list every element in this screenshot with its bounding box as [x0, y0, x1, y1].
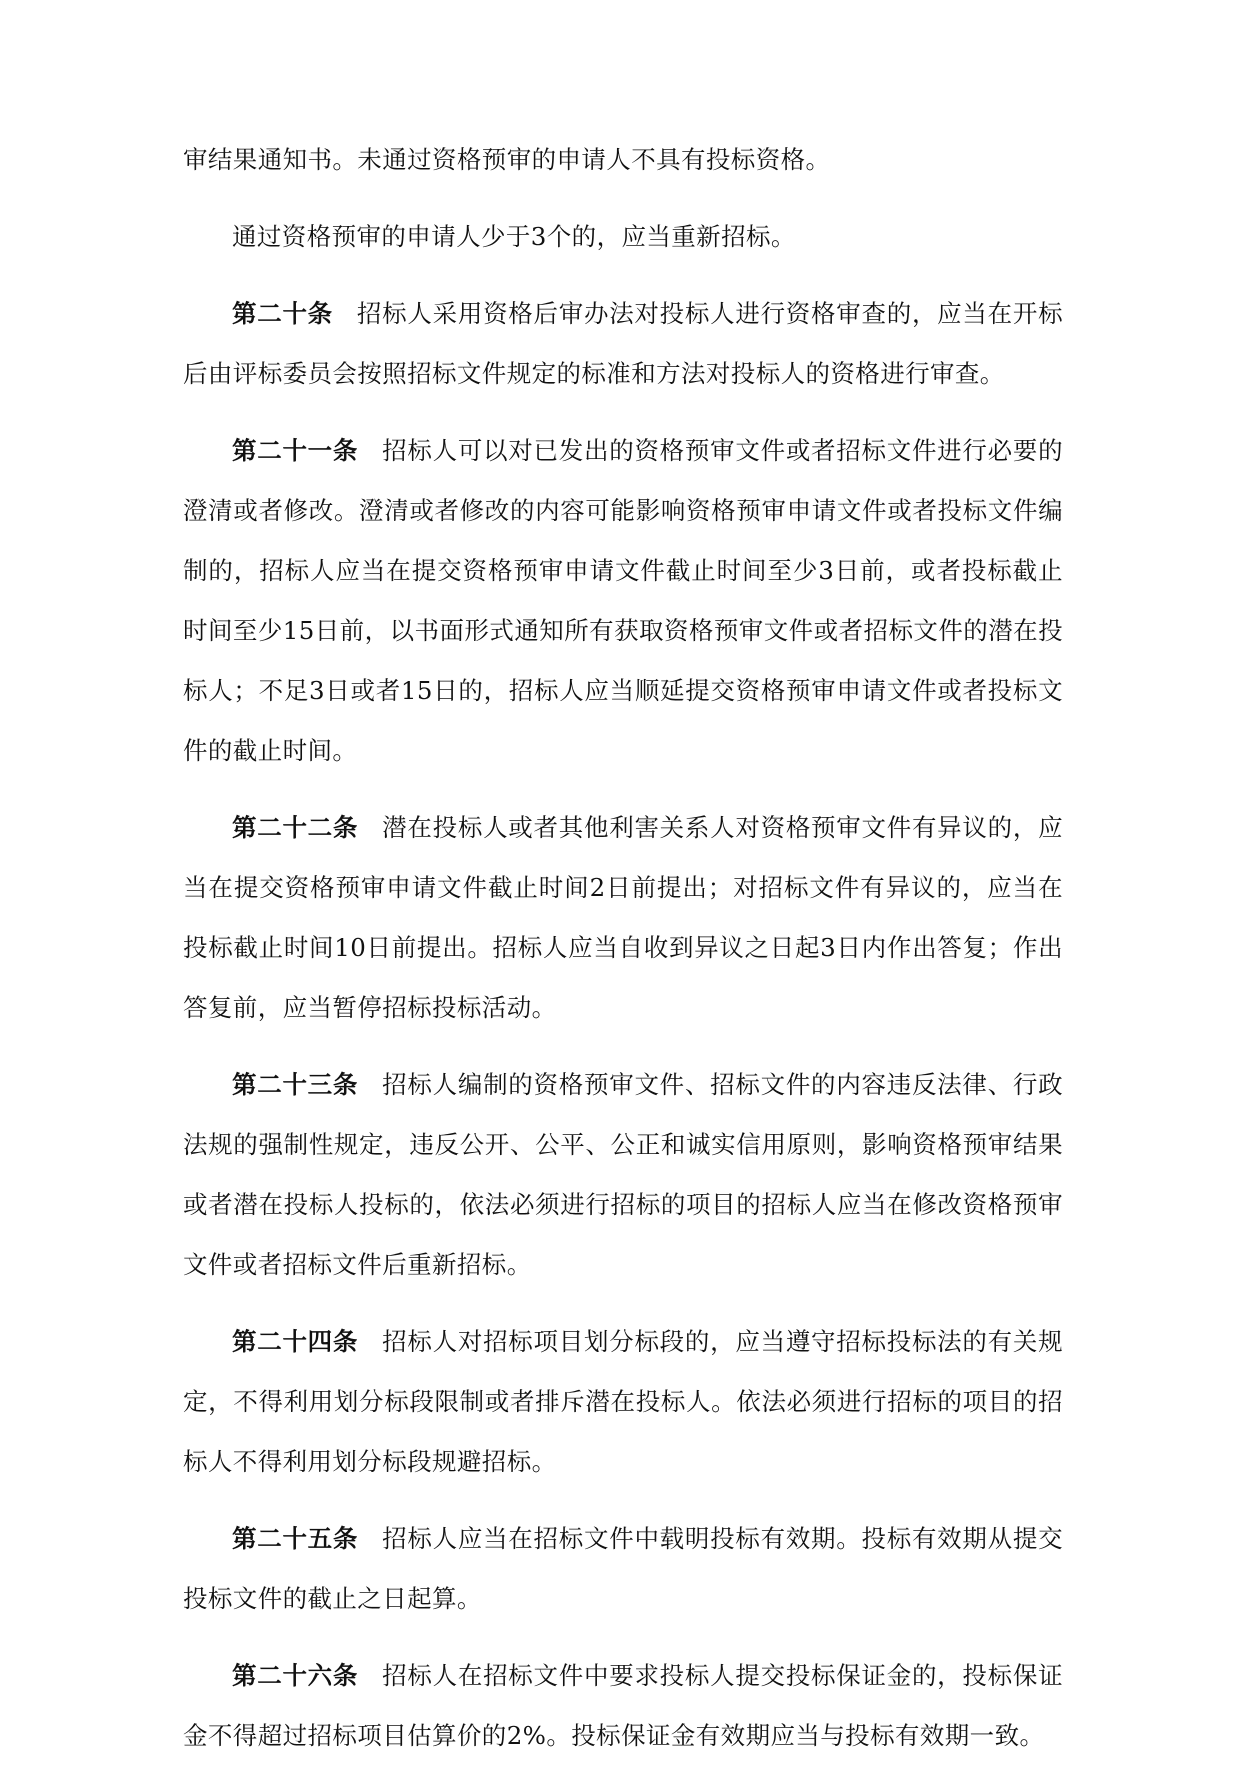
article-text: 招标人编制的资格预审文件、招标文件的内容违反法律、行政法规的强制性规定，违反公开、公平、公正和诚实信用原则，影响资格预审结果或者潜在投标人投标的，依法必须进行招标的项目的招标人应当在修改资格预审文件或者招标文件后重新招标。 [183, 1070, 1063, 1279]
article-label: 第二十四条 [232, 1327, 359, 1356]
article-22 [183, 798, 1063, 1038]
document-page [183, 130, 1063, 1783]
paragraph-text: 审结果通知书。未通过资格预审的申请人不具有投标资格。 [183, 145, 831, 174]
article-text: 潜在投标人或者其他利害关系人对资格预审文件有异议的，应当在提交资格预审申请文件截止时间2日前提出；对招标文件有异议的，应当在投标截止时间10日前提出。招标人应当自收到异议之日起3日内作出答复；作出答复前，应当暂停招标投标活动。 [183, 813, 1063, 1022]
paragraph-text: 通过资格预审的申请人少于3个的，应当重新招标。 [232, 222, 796, 251]
article-20 [183, 284, 1063, 404]
article-25 [183, 1509, 1063, 1629]
article-text: 招标人可以对已发出的资格预审文件或者招标文件进行必要的澄清或者修改。澄清或者修改的内容可能影响资格预审申请文件或者投标文件编制的，招标人应当在提交资格预审申请文件截止时间至少3日前，或者投标截止时间至少15日前，以书面形式通知所有获取资格预审文件或者招标文件的潜在投标人；不足3日或者15日的，招标人应当顺延提交资格预审申请文件或者投标文件的截止时间。 [183, 436, 1063, 765]
article-text: 招标人在招标文件中要求投标人提交投标保证金的，投标保证金不得超过招标项目估算价的2%。投标保证金有效期应当与投标有效期一致。 [183, 1661, 1063, 1750]
article-text: 招标人应当在招标文件中载明投标有效期。投标有效期从提交投标文件的截止之日起算。 [183, 1524, 1063, 1613]
article-label: 第二十三条 [232, 1070, 359, 1099]
paragraph [183, 130, 1063, 190]
article-26 [183, 1646, 1063, 1766]
article-text: 招标人采用资格后审办法对投标人进行资格审查的，应当在开标后由评标委员会按照招标文件规定的标准和方法对投标人的资格进行审查。 [183, 299, 1063, 388]
article-21 [183, 421, 1063, 781]
article-label: 第二十二条 [232, 813, 359, 842]
article-label: 第二十条 [232, 299, 333, 328]
article-23 [183, 1055, 1063, 1295]
article-label: 第二十六条 [232, 1661, 359, 1690]
paragraph [183, 207, 1063, 267]
article-label: 第二十五条 [232, 1524, 359, 1553]
article-24 [183, 1312, 1063, 1492]
article-text: 招标人对招标项目划分标段的，应当遵守招标投标法的有关规定，不得利用划分标段限制或者排斥潜在投标人。依法必须进行招标的项目的招标人不得利用划分标段规避招标。 [183, 1327, 1063, 1476]
article-label: 第二十一条 [232, 436, 359, 465]
